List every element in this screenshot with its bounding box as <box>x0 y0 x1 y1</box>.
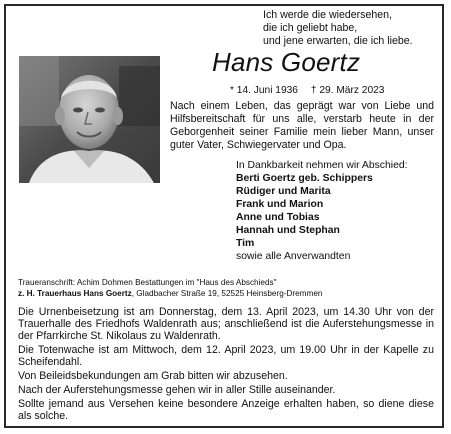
mourner-name: Rüdiger und Marita <box>236 186 331 197</box>
poem <box>263 9 443 48</box>
address-line-2 <box>18 288 438 299</box>
condolence-note: Von Beileidsbekundungen am Grab bitten wir abzusehen. <box>18 370 288 382</box>
address-recipient: z. H. Trauerhaus Hans Goertz <box>18 289 132 298</box>
address-line-1: Traueranschrift: Achim Dohmen Bestattungen im "Haus des Abschieds" <box>18 278 277 287</box>
mourner-name: Tim <box>236 238 255 249</box>
deceased-name: Hans Goertz <box>212 47 361 77</box>
after-mass-note: Nach der Auferstehungsmesse gehen wir in aller Stille auseinander. <box>18 384 336 396</box>
address-street: , Gladbacher Straße 19, 52525 Heinsberg-Dremmen <box>131 289 323 298</box>
funeral-details <box>18 306 434 424</box>
mourning-address <box>18 277 438 299</box>
mourner-name: Frank und Marion <box>236 199 324 210</box>
mourner-name: Hannah und Stephan <box>236 225 340 236</box>
poem-line: Ich werde die wiedersehen, <box>263 9 392 21</box>
death-date: † 29. März 2023 <box>310 85 385 96</box>
poem-line: und jene erwarten, die ich liebe. <box>263 35 413 47</box>
mourners-closing: sowie alle Anverwandten <box>236 251 351 262</box>
mourner-name: Anne und Tobias <box>236 212 320 223</box>
mourner-name: Berti Goertz geb. Schippers <box>236 173 373 184</box>
portrait-photo <box>19 56 160 183</box>
poem-line: die ich geliebt habe, <box>263 22 358 34</box>
mourners-block <box>236 159 436 263</box>
life-dates <box>230 85 384 96</box>
vigil-info: Die Totenwache ist am Mittwoch, dem 12. April 2023, um 19.00 Uhr in der Kapelle zu Scheifendahl. <box>18 344 434 368</box>
mourners-lead: In Dankbarkeit nehmen wir Abschied: <box>236 160 408 171</box>
notice-disclaimer: Sollte jemand aus Versehen keine besondere Anzeige erhalten haben, so diene diese als solche. <box>18 398 434 422</box>
burial-info: Die Urnenbeisetzung ist am Donnerstag, dem 13. April 2023, um 14.30 Uhr von der Trauerhalle des Friedhofs Waldenrath aus; anschließend ist die Auferstehungsmesse in der Pfarrkirche St. Nikolaus zu Waldenrath. <box>18 306 434 342</box>
birth-date: * 14. Juni 1936 <box>230 85 298 96</box>
intro-text: Nach einem Leben, das geprägt war von Liebe und Hilfsbereitschaft für uns alle, verstarb heute in der Geborgenheit seiner Familie mein lieber Mann, unser guter Vater, Schwiegervater und Opa. <box>170 100 434 151</box>
